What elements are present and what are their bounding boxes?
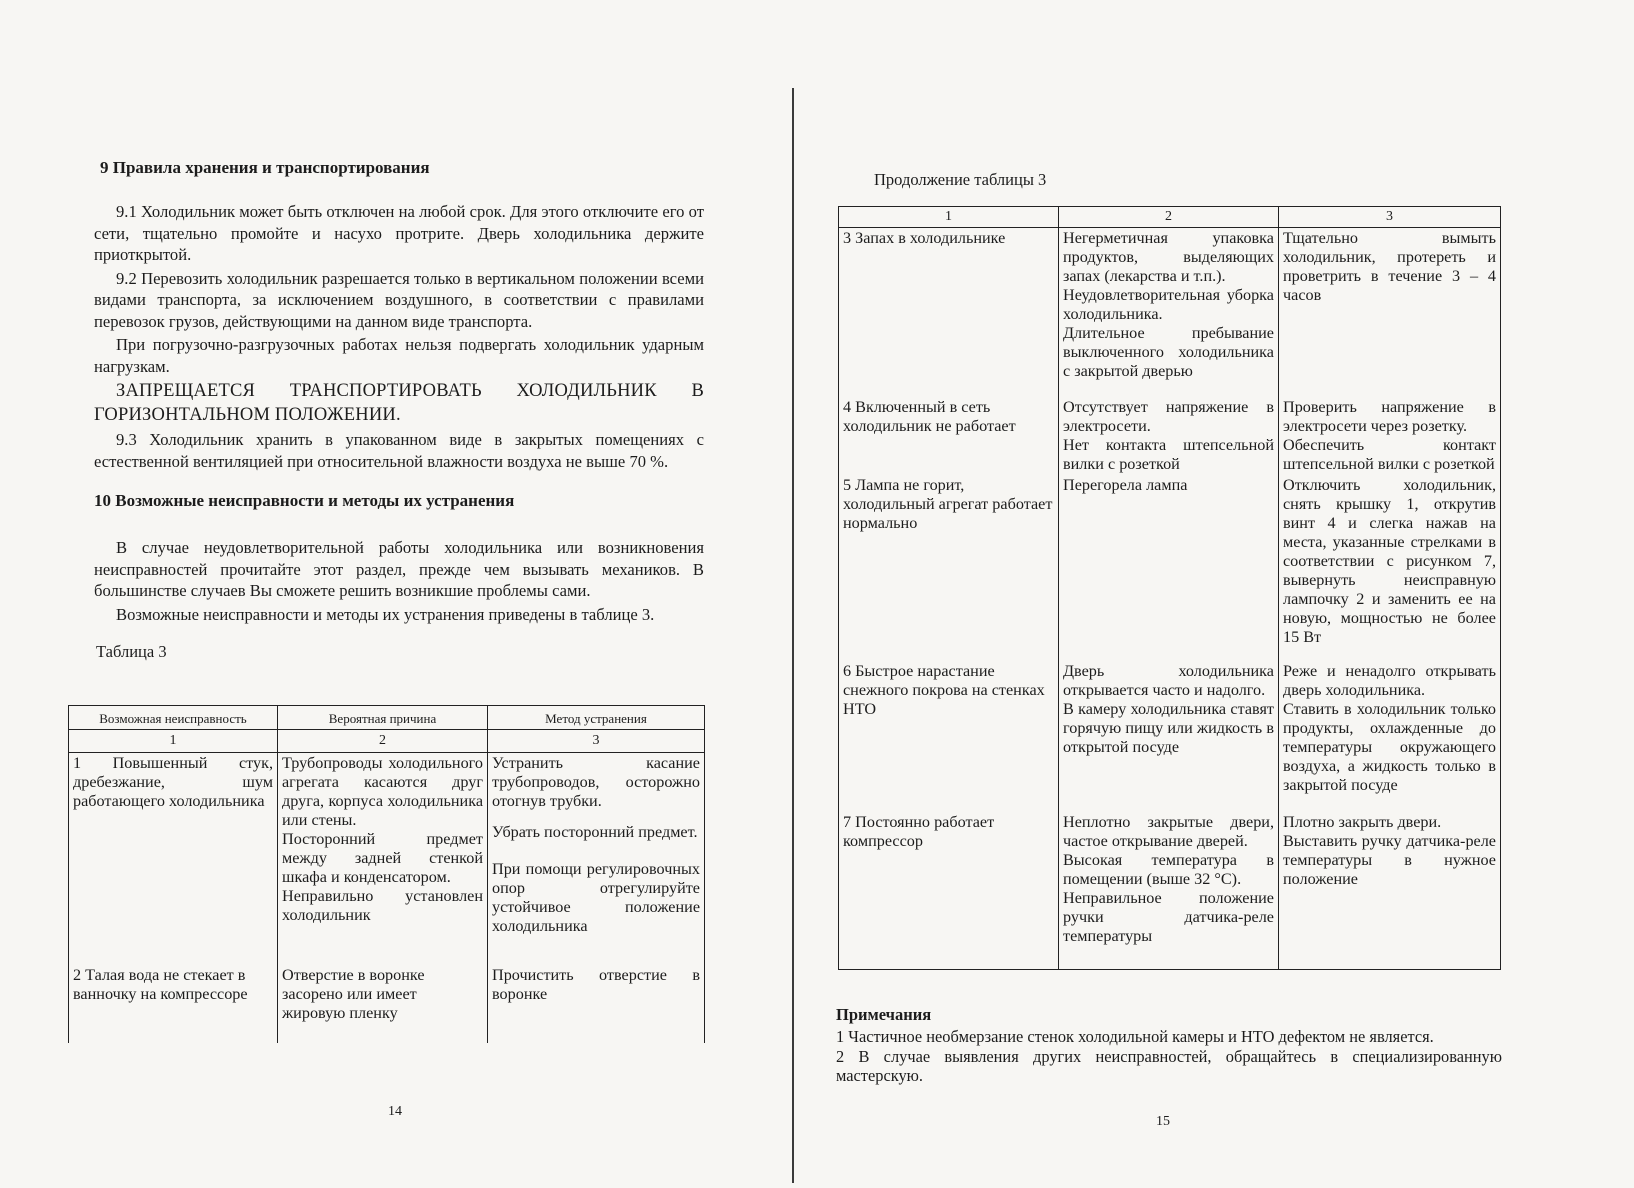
remedy-cell (1279, 812, 1501, 970)
cause-text: Негерметичная упаковка продуктов, выделяющих запах (лекарства и т.п.). (1063, 229, 1274, 285)
remedy-text: Проверить напряжение в электросети через розетку. (1283, 397, 1496, 435)
remedy-cell (1279, 228, 1501, 397)
fault-cell (839, 661, 1059, 812)
cause-cell (278, 753, 488, 965)
cause-text: Неправильное положение ручки датчика-реле температуры (1063, 888, 1274, 945)
cause-cell (1059, 812, 1279, 970)
remedy-cell (1279, 661, 1501, 812)
fault-cell (839, 475, 1059, 661)
fault-text: 3 Запах в холодильнике (843, 229, 1006, 247)
table-3 (68, 705, 705, 1043)
paragraph-9-1: 9.1 Холодильник может быть отключен на любой срок. Для этого отключите его от сети, тщательно промойте и насухо протрите. Дверь холодильника держите приоткрытой. (94, 202, 704, 264)
paragraph-10-intro: В случае неудовлетворительной работы холодильника или возникновения неисправностей прочитайте этот раздел, прежде чем вызывать механиков. В большинстве случаев Вы сможете решить возникшие проблемы сами. (94, 538, 704, 600)
column-number-row (69, 730, 705, 753)
fault-cell (69, 965, 278, 1043)
cause-text: Длительное пребывание выключенного холодильника с закрытой дверью (1063, 324, 1274, 380)
section-9-body (94, 201, 704, 474)
fault-text: 7 Постоянно работает компрессор (843, 812, 995, 850)
section-10-body (94, 537, 704, 627)
remedy-cell (488, 753, 705, 965)
fault-text: 2 Талая вода не стекает в ванночку на компрессоре (73, 965, 248, 1003)
cause-text: Трубопроводы холодильного агрегата касаются друг друга, корпуса холодильника или стены. (282, 754, 483, 829)
page-number-right: 15 (1156, 1114, 1170, 1129)
table-row (839, 812, 1501, 970)
remedy-text: Прочистить отверстие в воронке (492, 965, 700, 1003)
cause-text: Неплотно закрытые двери, частое открывание дверей. (1063, 812, 1274, 850)
cause-text: В камеру холодильника ставят горячую пищу или жидкость в открытой посуде (1063, 699, 1274, 756)
table-continuation-caption: Продолжение таблицы 3 (874, 170, 1047, 189)
notes-title: Примечания (836, 1005, 932, 1024)
table-row (839, 228, 1501, 397)
cause-text: Неудовлетворительная уборка холодильника. (1063, 286, 1274, 323)
fault-cell (839, 228, 1059, 397)
cause-cell (1059, 475, 1279, 661)
paragraph-9-2: 9.2 Перевозить холодильник разрешается только в вертикальном положении всеми видами транспорта, за исключением воздушного, в соответствии с правилами перевозок грузов, действующими на данном виде транспорта. (94, 268, 704, 331)
paragraph-10-table-ref: Возможные неисправности и методы их устранения приведены в таблице 3. (116, 604, 655, 624)
remedy-text: Выставить ручку датчика-реле температуры в нужное положение (1283, 831, 1496, 888)
header-fault: Возможная неисправность (69, 706, 278, 730)
remedy-text: Тщательно вымыть холодильник, протереть и проветрить в течение 3 – 4 часов (1283, 229, 1496, 304)
table-3-continuation (838, 206, 1501, 970)
page-number-left: 14 (388, 1104, 402, 1119)
column-number: 2 (278, 730, 488, 753)
cause-text: Нет контакта штепсельной вилки с розеткой (1063, 435, 1274, 473)
note-item: 2 В случае выявления других неисправностей, обращайтесь в специализированную мастерскую. (836, 1046, 1502, 1085)
cause-cell (1059, 661, 1279, 812)
table-row (69, 965, 705, 1043)
table-row (839, 661, 1501, 812)
remedy-cell (1279, 397, 1501, 475)
cause-text: Перегорела лампа (1063, 475, 1188, 494)
column-number: 3 (1279, 207, 1501, 228)
fault-text: 1 Повышенный стук, дребезжание, шум работающего холодильника (73, 754, 273, 810)
header-cause: Вероятная причина (278, 706, 488, 730)
cause-text: Отсутствует напряжение в электросети. (1063, 397, 1274, 435)
cause-text: Посторонний предмет между задней стенкой шкафа и конденсатором. (282, 830, 483, 886)
fault-cell (69, 753, 278, 965)
remedy-text: Реже и ненадолго открывать дверь холодильника. (1283, 661, 1496, 699)
fault-cell (839, 812, 1059, 970)
column-number-row (839, 207, 1501, 228)
section-10-title: 10 Возможные неисправности и методы их устранения (94, 491, 515, 510)
table-header-row (69, 706, 705, 730)
header-remedy: Метод устранения (488, 706, 705, 730)
column-number: 2 (1059, 207, 1279, 228)
cause-text: Неправильно установлен холодильник (282, 887, 483, 924)
table-row (69, 753, 705, 965)
remedy-text: Плотно закрыть двери. (1283, 812, 1442, 831)
remedy-text: Устранить касание трубопроводов, осторожно отогнув трубки. (492, 754, 700, 810)
notes-list (836, 1027, 1502, 1086)
remedy-text: Убрать посторонний предмет. (492, 823, 698, 841)
left-page (0, 0, 792, 1188)
fault-text: 5 Лампа не горит, холодильный агрегат работает нормально (843, 475, 1053, 532)
warning-paragraph: ЗАПРЕЩАЕТСЯ ТРАНСПОРТИРОВАТЬ ХОЛОДИЛЬНИК В ГОРИЗОНТАЛЬНОМ ПОЛОЖЕНИИ. (94, 381, 704, 425)
fault-text: 6 Быстрое нарастание снежного покрова на стенках НТО (843, 661, 1045, 718)
cause-cell (1059, 397, 1279, 475)
remedy-text: При помощи регулировочных опор отрегулируйте устойчивое положение холодильника (492, 860, 700, 935)
paragraph-9-3: 9.3 Холодильник хранить в упакованном виде в закрытых помещениях с естественной вентиляцией при относительной влажности воздуха не выше 70 %. (94, 430, 704, 471)
cause-text: Высокая температура в помещении (выше 32 °C). (1063, 850, 1274, 888)
table-row (839, 475, 1501, 661)
right-page (794, 0, 1634, 1188)
remedy-text: Ставить в холодильник только продукты, охлажденные до температуры окружающего воздуха, а жидкость только в закрытой посуде (1283, 699, 1496, 794)
note-item: 1 Частичное необмерзание стенок холодильной камеры и НТО дефектом не является. (836, 1027, 1434, 1046)
paragraph-unloading: При погрузочно-разгрузочных работах нельзя подвергать холодильник ударным нагрузкам. (94, 335, 704, 376)
section-9-title: 9 Правила хранения и транспортирования (100, 158, 430, 177)
column-number: 3 (488, 730, 705, 753)
column-number: 1 (839, 207, 1059, 228)
remedy-text: Обеспечить контакт штепсельной вилки с розеткой (1283, 435, 1496, 473)
remedy-cell (488, 965, 705, 1043)
cause-cell (278, 965, 488, 1043)
remedy-text: Отключить холодильник, снять крышку 1, открутив винт 4 и слегка нажав на места, указанные стрелками в соответствии с рисунком 7, вывернуть неисправную лампочку 2 и заменить ее на новую, мощностью не более 15 Вт (1283, 475, 1496, 646)
column-number: 1 (69, 730, 278, 753)
table-row (839, 397, 1501, 475)
fault-text: 4 Включенный в сеть холодильник не работает (843, 397, 1016, 435)
cause-cell (1059, 228, 1279, 397)
remedy-cell (1279, 475, 1501, 661)
table-3-caption: Таблица 3 (96, 642, 167, 661)
fault-cell (839, 397, 1059, 475)
cause-text: Дверь холодильника открывается часто и надолго. (1063, 661, 1274, 699)
cause-text: Отверстие в воронке засорено или имеет жировую пленку (282, 965, 425, 1022)
